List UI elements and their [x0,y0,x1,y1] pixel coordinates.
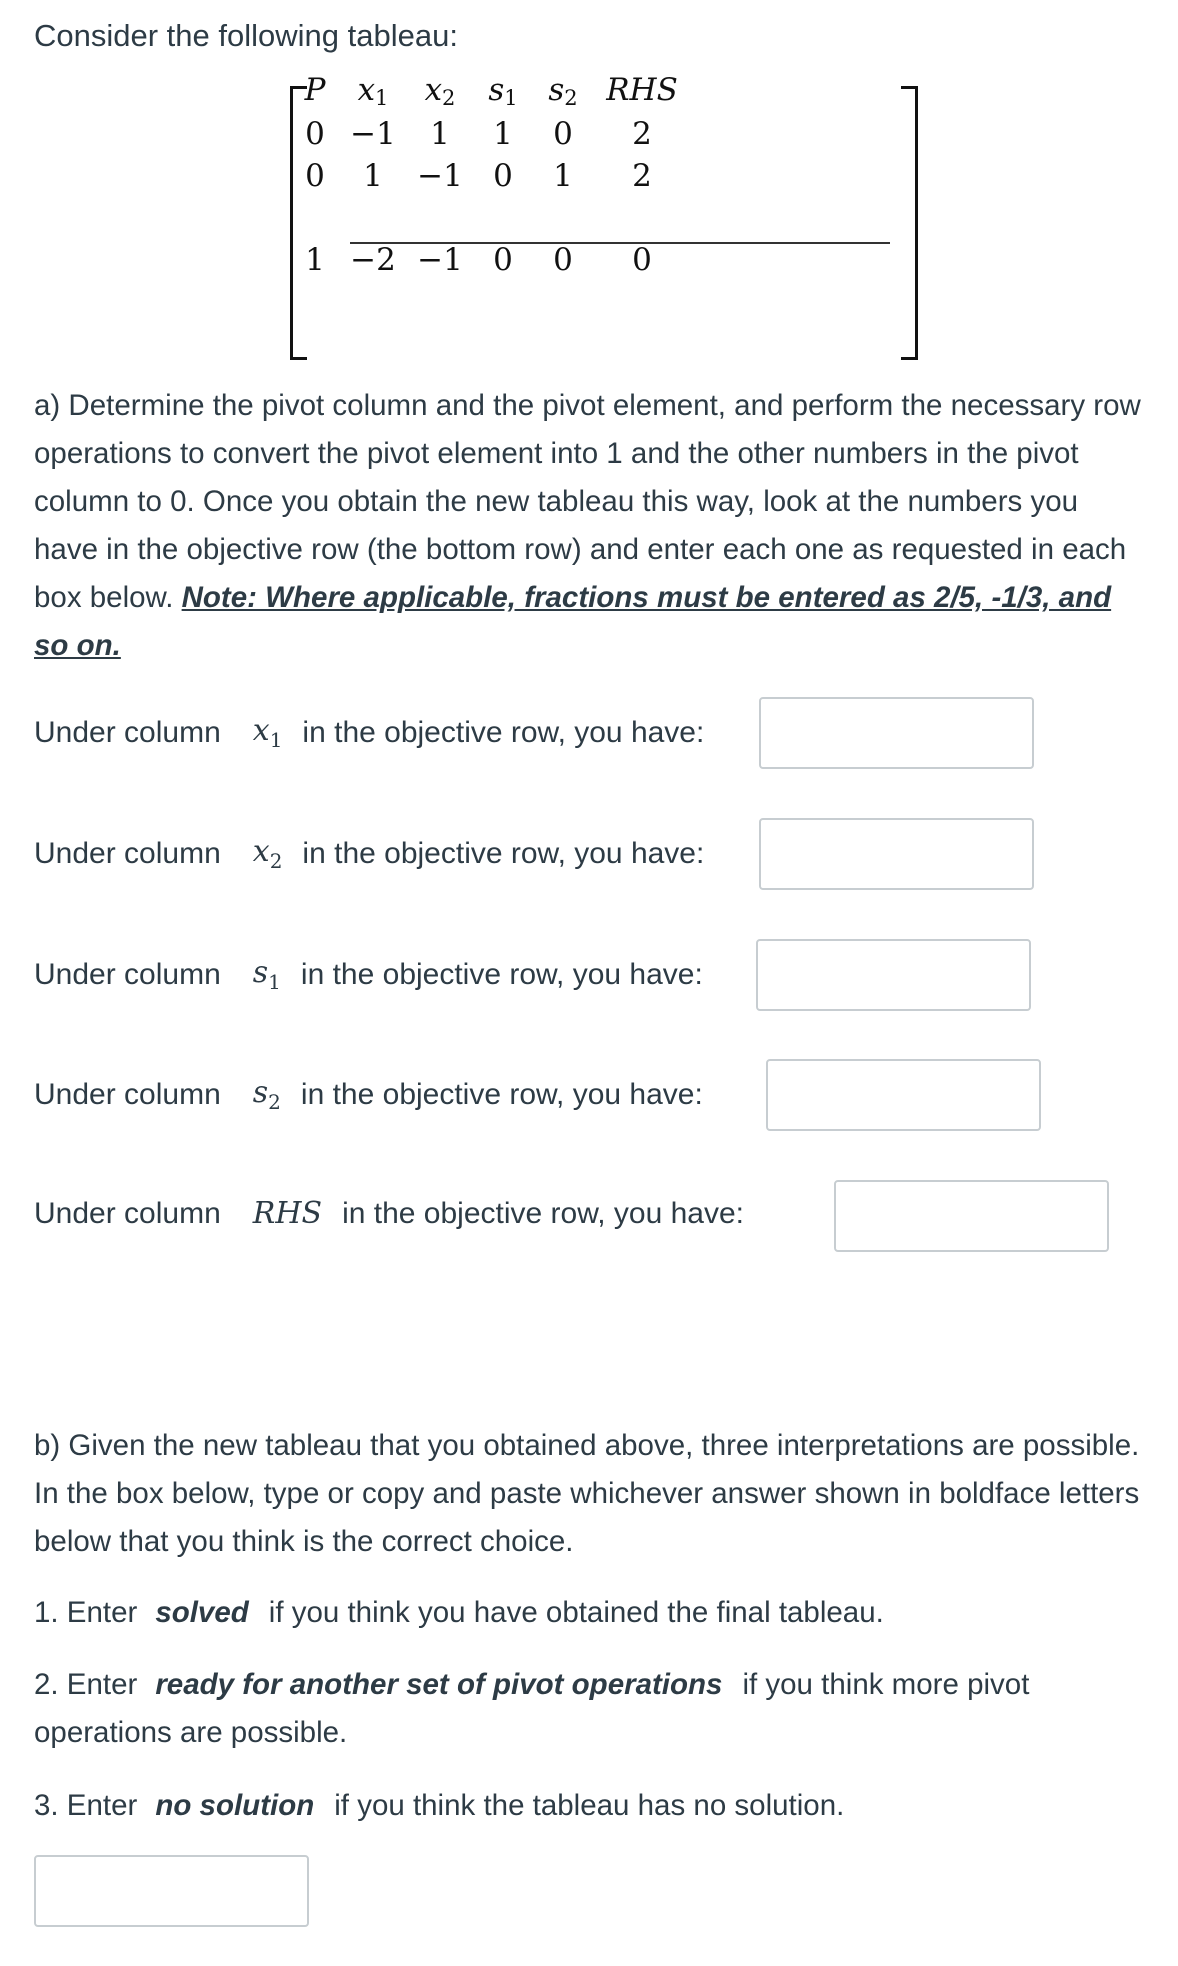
answer-input-x1[interactable] [759,697,1034,769]
question-prefix: Under column [34,1196,221,1230]
tableau-cell: 0 [553,242,573,278]
tableau-header: P [304,72,326,108]
answer-input-rhs[interactable] [834,1180,1109,1252]
column-variable: $s_1$ [252,955,281,994]
tableau-cell: 0 [493,158,513,194]
answer-input-s1[interactable] [756,939,1031,1011]
tableau-header: $s_1$ [488,72,518,110]
tableau-header: RHS [606,72,678,108]
tableau-cell: 0 [305,116,325,152]
question-x2 [34,834,704,873]
option-no-solution: 3. Enter no solution if you think the tableau has no solution. [34,1789,845,1822]
tableau-right-bracket [901,86,918,360]
column-variable: $x_2$ [252,834,283,873]
column-variable: RHS [252,1196,323,1231]
tableau-cell: 0 [632,242,652,278]
option-ready: 2. Enter ready for another set of pivot operations if you think more pivot operations are possible. [34,1668,1030,1749]
tableau-cell: −1 [417,242,463,278]
tableau-cell: 2 [632,158,652,194]
question-prefix: Under column [34,715,221,749]
tableau-cell: 1 [493,116,513,152]
question-prefix: Under column [34,957,221,991]
part-a-text: a) Determine the pivot column and the pivot element, and perform the necessary row operations to convert the pivot element into 1 and the other numbers in the pivot column to 0. Once you obtain the new tableau this way, look at the numbers you have in the objective row (the bottom row) and enter each one as requested in each box below. [34,389,1141,614]
question-s2 [34,1075,703,1114]
question-prefix: Under column [34,836,221,870]
tableau-cell: 2 [632,116,652,152]
interpretation-answer-input[interactable] [34,1855,309,1927]
question-suffix: in the objective row, you have: [300,1077,703,1111]
part-a-instructions [34,382,1144,670]
question-suffix: in the objective row, you have: [342,1196,744,1230]
tableau-cell: 1 [363,158,383,194]
answer-input-s2[interactable] [766,1059,1041,1131]
tableau-cell: 0 [305,158,325,194]
simplex-tableau [290,72,918,358]
tableau-header: $s_2$ [548,72,578,110]
tableau-cell: 1 [430,116,450,152]
column-variable: $s_2$ [252,1075,281,1114]
part-b-instructions: b) Given the new tableau that you obtained above, three interpretations are possible. In the box below, type or copy and paste whichever answer shown in boldface letters below that you think is the correct choice. [34,1429,1140,1558]
question-suffix: in the objective row, you have: [302,715,705,749]
option-keyword: ready for another set of pivot operations [155,1668,723,1701]
question-rhs [34,1196,744,1231]
question-suffix: in the objective row, you have: [302,836,705,870]
option-keyword: solved [155,1596,249,1629]
intro-text: Consider the following tableau: [34,18,458,53]
option-keyword: no solution [155,1789,315,1822]
question-prefix: Under column [34,1077,221,1111]
tableau-cell: 1 [305,242,325,278]
tableau-cell: 0 [493,242,513,278]
tableau-cell: 1 [553,158,573,194]
answer-input-x2[interactable] [759,818,1034,890]
tableau-cell: −2 [350,242,396,278]
tableau-header: $x_2$ [424,72,456,110]
question-x1 [34,713,704,752]
tableau-cell: −1 [350,116,396,152]
option-solved: 1. Enter solved if you think you have obtained the final tableau. [34,1596,884,1629]
fraction-note: Note: Where applicable, fractions must be entered as 2/5, -1/3, and so on. [34,581,1112,662]
tableau-cell: 0 [553,116,573,152]
tableau-header: $x_1$ [357,72,389,110]
question-suffix: in the objective row, you have: [300,957,703,991]
column-variable: $x_1$ [252,713,283,752]
tableau-cell: −1 [417,158,463,194]
question-s1 [34,955,703,994]
